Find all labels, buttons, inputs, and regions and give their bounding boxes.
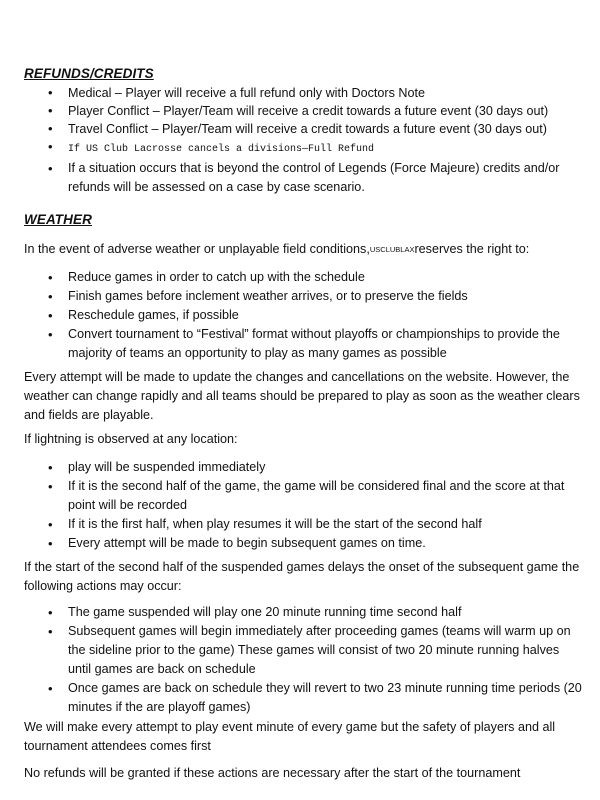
list-item: • Finish games before inclement weather arrives, or to preserve the fields: [0, 287, 600, 306]
list-item: • Travel Conflict – Player/Team will receive a credit towards a future event (30 days out): [0, 120, 600, 138]
weather-heading: WEATHER: [24, 212, 92, 227]
list-item: • Reschedule games, if possible: [0, 306, 600, 325]
list-item: • Medical – Player will receive a full refund only with Doctors Note: [0, 84, 600, 102]
weather-rights-list: [0, 268, 600, 363]
list-item: • Once games are back on schedule they will revert to two 23 minute running time periods (20 minutes if the are playoff games): [0, 679, 600, 717]
no-refunds-paragraph: No refunds will be granted if these actions are necessary after the start of the tournament: [24, 766, 521, 780]
list-item: • play will be suspended immediately: [0, 458, 600, 477]
list-item: • Every attempt will be made to begin subsequent games on time.: [0, 534, 600, 553]
lightning-intro: If lightning is observed at any location:: [24, 432, 238, 446]
list-item: • If it is the first half, when play resumes it will be the start of the second half: [0, 515, 600, 534]
list-item: • The game suspended will play one 20 minute running time second half: [0, 603, 600, 622]
list-item: • Subsequent games will begin immediately after proceeding games (teams will warm up on the sideline prior to the game) These games will consist of two 20 minute running halves until games are back on schedule: [0, 622, 600, 679]
list-item-text: If US Club Lacrosse cancels a divisions—Full Refund: [68, 144, 375, 155]
refunds-heading: REFUNDS/CREDITS: [24, 66, 154, 81]
delay-intro: If the start of the second half of the suspended games delays the onset of the subsequent game the following actions may occur:: [24, 560, 580, 593]
list-item: • Convert tournament to “Festival” format without playoffs or championships to provide the majority of teams an opportunity to play as many games as possible: [0, 325, 600, 363]
list-item: • Player Conflict – Player/Team will receive a credit towards a future event (30 days out): [0, 102, 600, 120]
weather-intro-text: In the event of adverse weather or unplayable field conditions,: [24, 242, 370, 256]
list-item: • Reduce games in order to catch up with the schedule: [0, 268, 600, 287]
safety-paragraph: We will make every attempt to play event minute of every game but the safety of players and all tournament attendees comes first: [24, 720, 556, 753]
lightning-list: [0, 458, 600, 553]
weather-intro: [24, 240, 584, 259]
delay-list: [0, 603, 600, 717]
list-item: • If a situation occurs that is beyond the control of Legends (Force Majeure) credits and/or refunds will be assessed on a case by case scenario.: [0, 159, 600, 197]
list-item: • If it is the second half of the game, the game will be considered final and the score at that point will be recorded: [0, 477, 600, 515]
refunds-list: [0, 84, 600, 197]
weather-intro-text-end: reserves the right to:: [414, 242, 530, 256]
list-item: [0, 138, 600, 159]
org-name: USCLUBLAX: [369, 245, 415, 254]
update-paragraph: Every attempt will be made to update the changes and cancellations on the website. However, the weather can change rapidly and all teams should be prepared to play as soon as the weather clears and fields are playable.: [24, 370, 580, 422]
